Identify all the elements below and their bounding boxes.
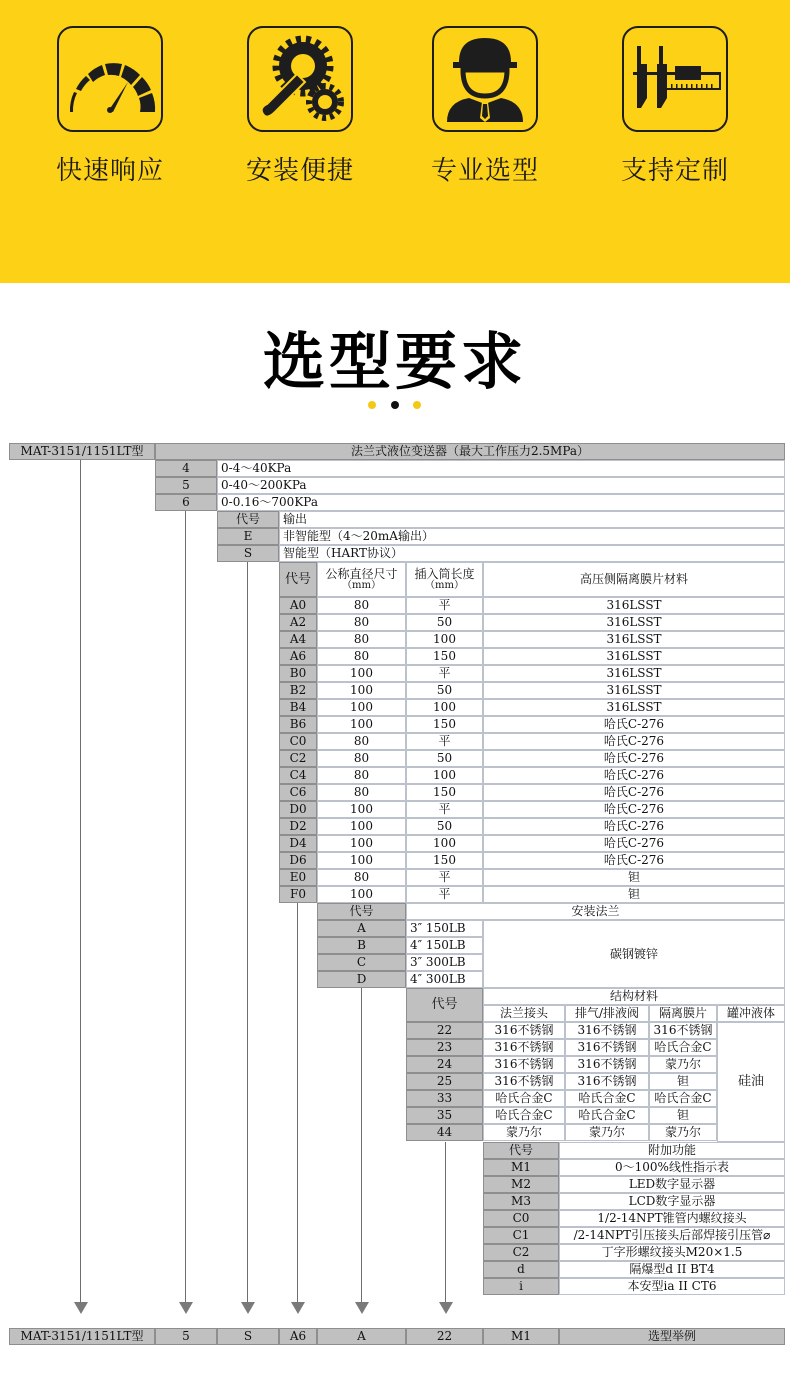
speedometer-icon: [57, 26, 163, 132]
diaphragm-code: C0: [279, 733, 317, 750]
output-value: 非智能型（4～20mA输出）: [279, 528, 785, 545]
feature-label: 专业选型: [430, 156, 539, 186]
diaphragm-code: D4: [279, 835, 317, 852]
diaphragm-material: 哈氏C-276: [483, 835, 785, 852]
connector-line: [445, 1142, 446, 1308]
option-value: LED数字显示器: [559, 1176, 785, 1193]
connector-line: [297, 903, 298, 1308]
structure-flange: 哈氏合金C: [483, 1090, 565, 1107]
diaphragm-material: 哈氏C-276: [483, 767, 785, 784]
flange-code: C: [317, 954, 406, 971]
option-code: i: [483, 1278, 559, 1295]
arrow-down-icon: [179, 1302, 193, 1314]
diaphragm-length: 100: [406, 631, 483, 648]
flange-material: 碳钢镀锌: [483, 920, 785, 988]
range-code: 6: [155, 494, 217, 511]
structure-code: 44: [406, 1124, 483, 1141]
decorative-dots: [368, 401, 424, 411]
section-title: 选型要求: [262, 325, 527, 398]
diaphragm-code: D6: [279, 852, 317, 869]
diaphragm-code: A0: [279, 597, 317, 614]
feature-banner: [0, 0, 790, 283]
diaphragm-material: 哈氏C-276: [483, 733, 785, 750]
option-code: d: [483, 1261, 559, 1278]
dot-icon: [368, 401, 376, 409]
diaphragm-diameter: 100: [317, 665, 406, 682]
diaphragm-diameter: 100: [317, 699, 406, 716]
diaphragm-code: C4: [279, 767, 317, 784]
diaphragm-length: 平: [406, 886, 483, 903]
feature-easy-install: [245, 26, 354, 186]
diaphragm-header-diameter: [317, 562, 406, 597]
connector-line: [361, 988, 362, 1308]
diaphragm-length: 50: [406, 682, 483, 699]
structure-col-diaphragm: 隔离膜片: [649, 1005, 717, 1022]
range-code: 4: [155, 460, 217, 477]
model-cell: MAT-3151/1151LT型: [9, 443, 155, 460]
diaphragm-diameter: 100: [317, 801, 406, 818]
example-model: MAT-3151/1151LT型: [9, 1328, 155, 1345]
connector-line: [185, 511, 186, 1308]
diaphragm-code: C6: [279, 784, 317, 801]
diaphragm-diameter: 100: [317, 835, 406, 852]
flange-size: 4″ 300LB: [406, 971, 483, 988]
flange-size: 3″ 300LB: [406, 954, 483, 971]
structure-flange: 316不锈钢: [483, 1022, 565, 1039]
structure-flange: 316不锈钢: [483, 1039, 565, 1056]
diaphragm-diameter: 80: [317, 648, 406, 665]
diaphragm-code: A6: [279, 648, 317, 665]
output-header-label: 输出: [279, 511, 785, 528]
header-text: 插入筒长度: [414, 566, 475, 581]
diaphragm-length: 50: [406, 750, 483, 767]
diaphragm-diameter: 80: [317, 767, 406, 784]
structure-vent: 316不锈钢: [565, 1022, 649, 1039]
option-code: C2: [483, 1244, 559, 1261]
diaphragm-code: A4: [279, 631, 317, 648]
header-unit: （mm）: [425, 579, 464, 591]
diaphragm-material: 316LSST: [483, 665, 785, 682]
options-header-code: 代号: [483, 1142, 559, 1159]
diaphragm-length: 平: [406, 801, 483, 818]
diaphragm-code: B6: [279, 716, 317, 733]
output-value: 智能型（HART协议）: [279, 545, 785, 562]
header-text: 公称直径尺寸: [325, 566, 398, 581]
structure-code: 33: [406, 1090, 483, 1107]
diaphragm-length: 平: [406, 733, 483, 750]
connector-line: [80, 459, 81, 1308]
diaphragm-material: 316LSST: [483, 597, 785, 614]
option-value: /2-14NPT引压接头后部焊接引压管⌀: [559, 1227, 785, 1244]
diaphragm-code: D2: [279, 818, 317, 835]
flange-code: A: [317, 920, 406, 937]
example-diaphragm: A6: [279, 1328, 317, 1345]
caliper-icon: [622, 26, 728, 132]
example-output: S: [217, 1328, 279, 1345]
feature-professional-selection: [430, 26, 539, 186]
diaphragm-diameter: 100: [317, 852, 406, 869]
diaphragm-length: 100: [406, 835, 483, 852]
structure-col-flange: 法兰接头: [483, 1005, 565, 1022]
range-value: 0-0.16～700KPa: [217, 494, 785, 511]
diaphragm-diameter: 80: [317, 597, 406, 614]
example-flange: A: [317, 1328, 406, 1345]
diaphragm-diameter: 100: [317, 716, 406, 733]
output-code: E: [217, 528, 279, 545]
diaphragm-material: 316LSST: [483, 648, 785, 665]
diaphragm-code: D0: [279, 801, 317, 818]
diaphragm-length: 100: [406, 699, 483, 716]
flange-header-code: 代号: [317, 903, 406, 920]
flange-code: B: [317, 937, 406, 954]
diaphragm-diameter: 80: [317, 784, 406, 801]
option-value: 丁字形螺纹接头M20×1.5: [559, 1244, 785, 1261]
range-value: 0-4～40KPa: [217, 460, 785, 477]
option-value: LCD数字显示器: [559, 1193, 785, 1210]
diaphragm-length: 150: [406, 648, 483, 665]
example-label: 选型举例: [559, 1328, 785, 1345]
arrow-down-icon: [439, 1302, 453, 1314]
structure-header-label: 结构材料: [483, 988, 785, 1005]
diaphragm-material: 钽: [483, 886, 785, 903]
diaphragm-length: 平: [406, 665, 483, 682]
diaphragm-diameter: 80: [317, 750, 406, 767]
option-code: C0: [483, 1210, 559, 1227]
dot-icon: [413, 401, 421, 409]
table-title: 法兰式液位变送器（最大工作压力2.5MPa）: [155, 443, 785, 460]
feature-label: 快速响应: [55, 156, 164, 186]
diaphragm-diameter: 80: [317, 733, 406, 750]
diaphragm-length: 150: [406, 784, 483, 801]
diaphragm-code: B0: [279, 665, 317, 682]
option-value: 1/2-14NPT锥管内螺纹接头: [559, 1210, 785, 1227]
diaphragm-code: E0: [279, 869, 317, 886]
structure-flange: 蒙乃尔: [483, 1124, 565, 1141]
diaphragm-material: 316LSST: [483, 699, 785, 716]
example-structure: 22: [406, 1328, 483, 1345]
diaphragm-header-material: 高压侧隔离膜片材料: [483, 562, 785, 597]
option-code: M2: [483, 1176, 559, 1193]
diaphragm-material: 316LSST: [483, 631, 785, 648]
structure-code: 25: [406, 1073, 483, 1090]
option-code: M1: [483, 1159, 559, 1176]
diaphragm-diameter: 100: [317, 682, 406, 699]
structure-vent: 哈氏合金C: [565, 1090, 649, 1107]
diaphragm-length: 50: [406, 614, 483, 631]
option-value: 本安型ia II CT6: [559, 1278, 785, 1295]
structure-code: 22: [406, 1022, 483, 1039]
diaphragm-material: 哈氏C-276: [483, 784, 785, 801]
feature-customization: [620, 26, 729, 186]
range-code: 5: [155, 477, 217, 494]
flange-size: 3″ 150LB: [406, 920, 483, 937]
diaphragm-diameter: 80: [317, 614, 406, 631]
structure-diaphragm: 钽: [649, 1107, 717, 1124]
option-code: C1: [483, 1227, 559, 1244]
structure-vent: 哈氏合金C: [565, 1107, 649, 1124]
diaphragm-code: A2: [279, 614, 317, 631]
feature-label: 支持定制: [620, 156, 729, 186]
options-header-label: 附加功能: [559, 1142, 785, 1159]
structure-code: 23: [406, 1039, 483, 1056]
diaphragm-header-code: 代号: [279, 562, 317, 597]
output-code: S: [217, 545, 279, 562]
flange-size: 4″ 150LB: [406, 937, 483, 954]
structure-code: 35: [406, 1107, 483, 1124]
diaphragm-length: 平: [406, 597, 483, 614]
structure-diaphragm: 316不锈钢: [649, 1022, 717, 1039]
arrow-down-icon: [355, 1302, 369, 1314]
diaphragm-length: 50: [406, 818, 483, 835]
flange-code: D: [317, 971, 406, 988]
example-range: 5: [155, 1328, 217, 1345]
structure-header-code: 代号: [406, 988, 483, 1022]
feature-fast-response: [55, 26, 164, 186]
diaphragm-header-length: [406, 562, 483, 597]
structure-col-fill: 罐冲液体: [717, 1005, 785, 1022]
diaphragm-length: 平: [406, 869, 483, 886]
diaphragm-diameter: 100: [317, 818, 406, 835]
diaphragm-material: 316LSST: [483, 614, 785, 631]
connector-line: [247, 562, 248, 1308]
diaphragm-material: 哈氏C-276: [483, 716, 785, 733]
header-unit: （mm）: [342, 579, 381, 591]
dot-icon: [391, 401, 399, 409]
diaphragm-length: 150: [406, 852, 483, 869]
structure-vent: 316不锈钢: [565, 1039, 649, 1056]
range-value: 0-40～200KPa: [217, 477, 785, 494]
arrow-down-icon: [74, 1302, 88, 1314]
structure-flange: 316不锈钢: [483, 1056, 565, 1073]
structure-col-vent: 排气/排液阀: [565, 1005, 649, 1022]
structure-vent: 316不锈钢: [565, 1056, 649, 1073]
diaphragm-code: F0: [279, 886, 317, 903]
structure-vent: 蒙乃尔: [565, 1124, 649, 1141]
structure-diaphragm: 蒙乃尔: [649, 1056, 717, 1073]
structure-code: 24: [406, 1056, 483, 1073]
option-value: 0～100%线性指示表: [559, 1159, 785, 1176]
diaphragm-length: 150: [406, 716, 483, 733]
flange-header-label: 安装法兰: [406, 903, 785, 920]
structure-flange: 哈氏合金C: [483, 1107, 565, 1124]
option-code: M3: [483, 1193, 559, 1210]
structure-diaphragm: 哈氏合金C: [649, 1090, 717, 1107]
structure-vent: 316不锈钢: [565, 1073, 649, 1090]
wrench-gear-icon: [247, 26, 353, 132]
engineer-icon: [432, 26, 538, 132]
diaphragm-material: 哈氏C-276: [483, 801, 785, 818]
option-value: 隔爆型d II BT4: [559, 1261, 785, 1278]
example-option: M1: [483, 1328, 559, 1345]
diaphragm-material: 316LSST: [483, 682, 785, 699]
diaphragm-code: B2: [279, 682, 317, 699]
diaphragm-code: B4: [279, 699, 317, 716]
structure-diaphragm: 钽: [649, 1073, 717, 1090]
diaphragm-length: 100: [406, 767, 483, 784]
structure-flange: 316不锈钢: [483, 1073, 565, 1090]
fill-fluid: 硅油: [717, 1022, 785, 1142]
structure-diaphragm: 哈氏合金C: [649, 1039, 717, 1056]
arrow-down-icon: [241, 1302, 255, 1314]
diaphragm-material: 哈氏C-276: [483, 818, 785, 835]
structure-diaphragm: 蒙乃尔: [649, 1124, 717, 1141]
diaphragm-diameter: 100: [317, 886, 406, 903]
diaphragm-material: 哈氏C-276: [483, 750, 785, 767]
arrow-down-icon: [291, 1302, 305, 1314]
diaphragm-code: C2: [279, 750, 317, 767]
output-header-code: 代号: [217, 511, 279, 528]
diaphragm-material: 钽: [483, 869, 785, 886]
feature-label: 安装便捷: [245, 156, 354, 186]
diaphragm-diameter: 80: [317, 869, 406, 886]
diaphragm-diameter: 80: [317, 631, 406, 648]
diaphragm-material: 哈氏C-276: [483, 852, 785, 869]
